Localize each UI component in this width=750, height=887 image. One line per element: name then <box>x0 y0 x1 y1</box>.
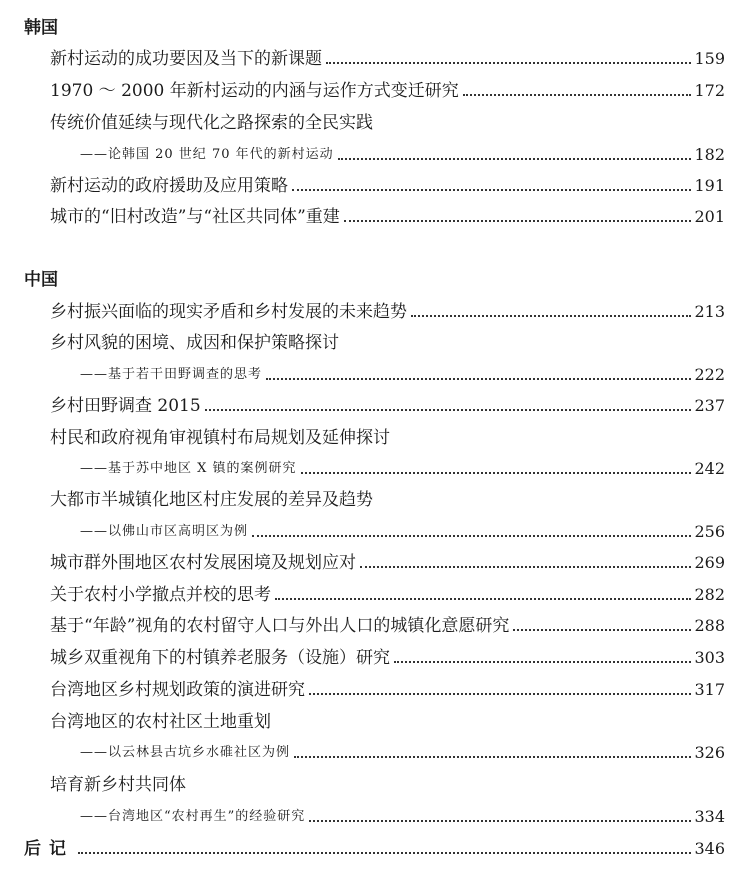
page-number: 269 <box>694 553 725 572</box>
entry-title: 城市的“旧村改造”与“社区共同体”重建 <box>50 207 340 227</box>
toc-subentry[interactable] <box>0 521 750 543</box>
toc-entry[interactable] <box>0 615 750 637</box>
dot-leader <box>338 158 692 160</box>
page-number: 288 <box>694 616 725 635</box>
dot-leader <box>344 220 692 222</box>
page-number: 182 <box>694 145 725 164</box>
entry-title: 乡村田野调查 2015 <box>50 396 201 416</box>
toc-entry[interactable] <box>0 647 750 669</box>
page-number: 237 <box>694 396 725 415</box>
page-number: 172 <box>694 81 725 100</box>
page-number: 222 <box>694 365 725 384</box>
toc-entry-afterword[interactable] <box>0 838 750 860</box>
entry-subtitle: ——以云林县古坑乡水碓社区为例 <box>80 745 291 760</box>
page-number: 201 <box>694 207 725 226</box>
page-number: 334 <box>694 807 725 826</box>
entry-subtitle: ——基于苏中地区 X 镇的案例研究 <box>80 461 297 476</box>
dot-leader <box>294 756 691 758</box>
page-number: 317 <box>694 680 725 699</box>
dot-leader <box>292 189 691 191</box>
entry-title: 城市群外围地区农村发展困境及规划应对 <box>50 553 356 573</box>
dot-leader <box>309 820 691 822</box>
entry-title: 新村运动的政府援助及应用策略 <box>50 176 288 196</box>
entry-title: 台湾地区乡村规划政策的演进研究 <box>50 680 305 700</box>
dot-leader <box>326 62 691 64</box>
dot-leader <box>301 472 692 474</box>
page-number: 159 <box>694 49 725 68</box>
entry-title[interactable]: 传统价值延续与现代化之路探索的全民实践 <box>50 113 373 133</box>
entry-title: 基于“年龄”视角的农村留守人口与外出人口的城镇化意愿研究 <box>50 616 510 636</box>
entry-subtitle: ——台湾地区“农村再生”的经验研究 <box>80 809 306 824</box>
entry-subtitle: ——论韩国 20 世纪 70 年代的新村运动 <box>80 147 334 162</box>
page-number: 303 <box>694 648 725 667</box>
toc-entry[interactable] <box>0 48 750 70</box>
dot-leader <box>360 566 691 568</box>
toc-entry[interactable] <box>0 552 750 574</box>
entry-title[interactable]: 台湾地区的农村社区土地重划 <box>50 712 271 732</box>
page-number: 282 <box>694 585 725 604</box>
toc-entry[interactable] <box>0 206 750 228</box>
page-number: 242 <box>694 459 725 478</box>
entry-title: 城乡双重视角下的村镇养老服务（设施）研究 <box>50 648 390 668</box>
toc-entry[interactable] <box>0 80 750 102</box>
dot-leader <box>205 409 692 411</box>
toc-subentry[interactable] <box>0 458 750 480</box>
dot-leader <box>309 693 691 695</box>
section-title-korea: 韩国 <box>24 18 58 38</box>
entry-title[interactable]: 乡村风貌的困境、成因和保护策略探讨 <box>50 333 339 353</box>
afterword-title: 后记 <box>24 839 74 859</box>
dot-leader <box>513 629 691 631</box>
entry-title[interactable]: 大都市半城镇化地区村庄发展的差异及趋势 <box>50 490 373 510</box>
page-number: 191 <box>694 176 725 195</box>
toc-subentry[interactable] <box>0 144 750 166</box>
dot-leader <box>411 315 691 317</box>
dot-leader <box>275 598 691 600</box>
dot-leader <box>463 94 692 96</box>
page-number: 213 <box>694 302 725 321</box>
entry-title[interactable]: 培育新乡村共同体 <box>50 775 186 795</box>
toc-entry[interactable] <box>0 584 750 606</box>
page-number: 326 <box>694 743 725 762</box>
entry-title: 乡村振兴面临的现实矛盾和乡村发展的未来趋势 <box>50 302 407 322</box>
entry-title: 关于农村小学撤点并校的思考 <box>50 585 271 605</box>
dot-leader <box>252 535 691 537</box>
entry-title[interactable]: 村民和政府视角审视镇村布局规划及延伸探讨 <box>50 428 390 448</box>
dot-leader <box>78 852 691 854</box>
entry-subtitle: ——以佛山市区高明区为例 <box>80 524 249 539</box>
section-title-china: 中国 <box>24 270 58 290</box>
toc-entry[interactable] <box>0 395 750 417</box>
dot-leader <box>266 378 691 380</box>
page-number: 346 <box>694 839 725 858</box>
toc-subentry[interactable] <box>0 364 750 386</box>
page-number: 256 <box>694 522 725 541</box>
toc-subentry[interactable] <box>0 742 750 764</box>
dot-leader <box>394 661 691 663</box>
entry-title: 新村运动的成功要因及当下的新课题 <box>50 49 322 69</box>
toc-entry[interactable] <box>0 301 750 323</box>
entry-title: 1970 ～ 2000 年新村运动的内涵与运作方式变迁研究 <box>50 81 459 101</box>
toc-entry[interactable] <box>0 175 750 197</box>
entry-subtitle: ——基于若干田野调查的思考 <box>80 367 263 382</box>
toc-subentry[interactable] <box>0 806 750 828</box>
toc-entry[interactable] <box>0 679 750 701</box>
